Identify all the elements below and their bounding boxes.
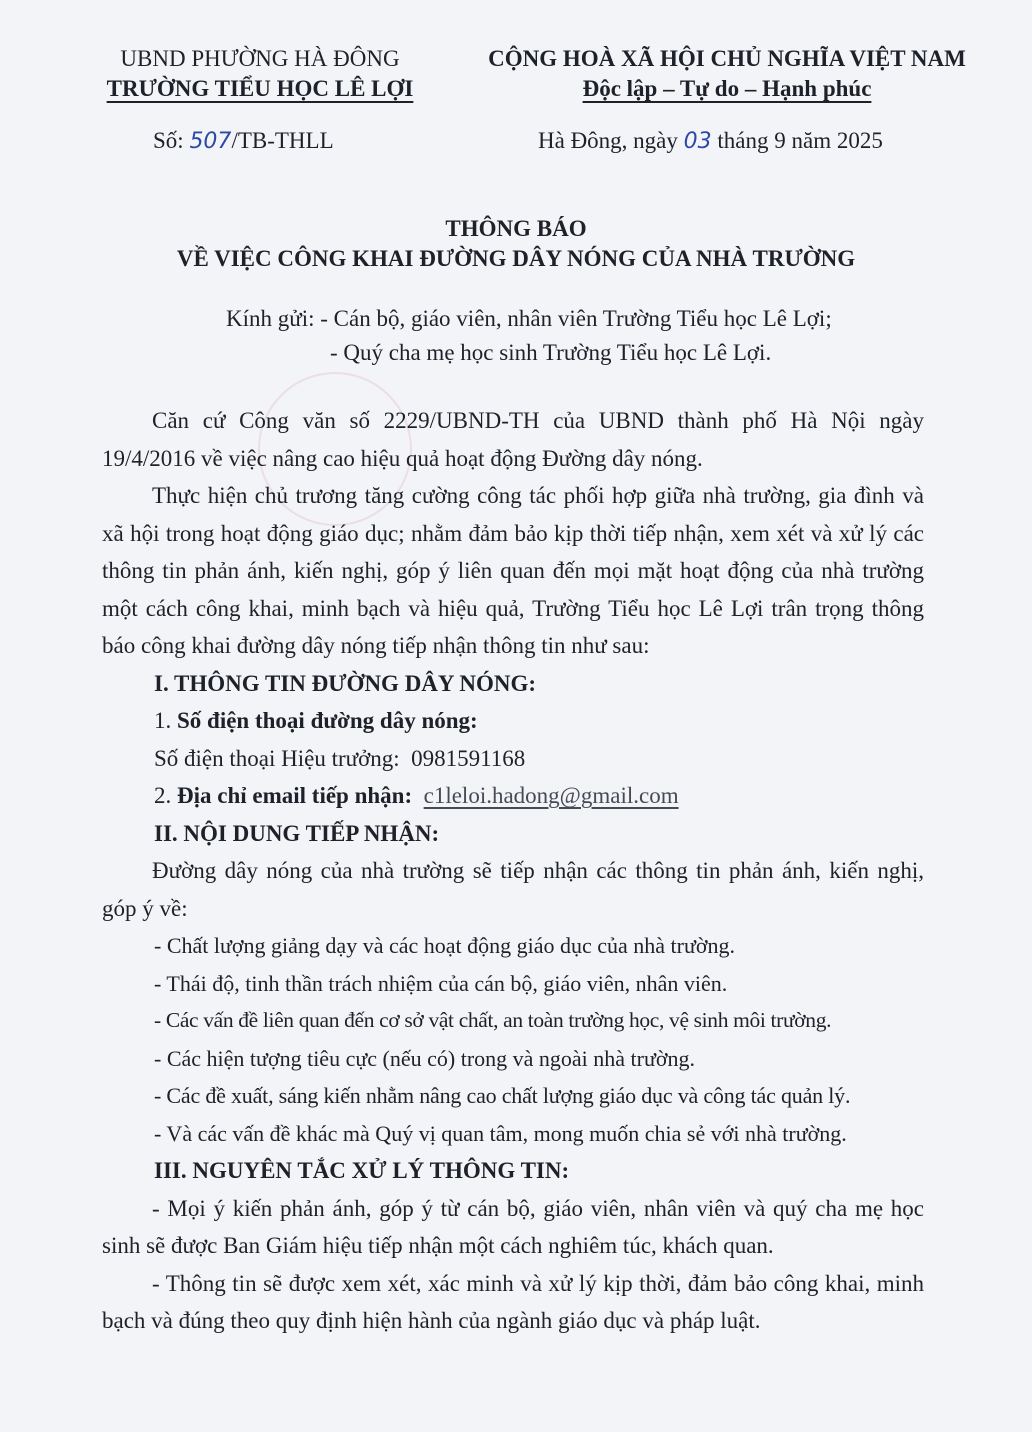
list-item: - Chất lượng giảng dạy và các hoạt động giáo dục của nhà trường. <box>154 933 736 958</box>
authority-parent: UBND PHƯỜNG HÀ ĐÔNG <box>120 46 400 71</box>
document-subject: VỀ VIỆC CÔNG KHAI ĐƯỜNG DÂY NÓNG CỦA NHÀ TRƯỜNG <box>176 246 856 271</box>
date-suffix: tháng 9 năm 2025 <box>717 128 883 153</box>
recipient-line-1: Kính gửi: - Cán bộ, giáo viên, nhân viên Trường Tiểu học Lê Lợi; <box>226 306 832 331</box>
hotline-phone-label: Số điện thoại đường dây nóng: <box>177 708 478 733</box>
list-item: - Thái độ, tinh thần trách nhiệm của cán bộ, giáo viên, nhân viên. <box>154 970 728 996</box>
intro-paragraph-2: Thực hiện chủ trương tăng cường công tác phối hợp giữa nhà trường, gia đình và xã hội trong hoạt động giáo dục; nhằm đảm bảo kịp thời tiếp nhận, xem xét và xử lý các thông tin phản ánh, kiến nghị, góp ý liên quan đến mọi mặt hoạt động của nhà trường một cách công khai, minh bạch và hiệu quả, Trường Tiểu học Lê Lợi trân trọng thông báo công khai đường dây nóng tiếp nhận thông tin như sau: <box>102 483 924 658</box>
section-2-intro: Đường dây nóng của nhà trường sẽ tiếp nhận các thông tin phản ánh, kiến nghị, góp ý về: <box>102 858 924 921</box>
recipients <box>226 302 832 370</box>
motto <box>462 74 992 104</box>
section-3-heading: III. NGUYÊN TẮC XỬ LÝ THÔNG TIN: <box>154 1158 570 1183</box>
date-prefix: Hà Đông, ngày <box>538 128 678 153</box>
national-motto <box>462 44 992 104</box>
authority-school <box>80 74 440 104</box>
motto-underlined: Độc lập – Tự do – Hạnh phúc <box>582 76 872 101</box>
doc-number-suffix: /TB-THLL <box>231 128 334 153</box>
email-number-label: 2. <box>154 783 172 808</box>
school-name-underlined: TRƯỜNG TIỂU HỌC LÊ LỢI <box>106 76 414 101</box>
document-body <box>102 402 924 1340</box>
principal-phone-value: 0981591168 <box>411 745 526 771</box>
list-item: - Các vấn đề liên quan đến cơ sở vật chất, an toàn trường học, vệ sinh môi trường. <box>154 1008 832 1032</box>
intro-paragraph-1: Căn cứ Công văn số 2229/UBND-TH của UBND thành phố Hà Nội ngày 19/4/2016 về việc nâng cao hiệu quả hoạt động Đường dây nóng. <box>102 408 924 471</box>
section-1-heading: I. THÔNG TIN ĐƯỜNG DÂY NÓNG: <box>154 670 537 696</box>
email-line <box>102 777 924 815</box>
principal-phone-label: Số điện thoại Hiệu trưởng: <box>154 745 400 771</box>
recipient-line-2: - Quý cha mẹ học sinh Trường Tiểu học Lê Lợi. <box>330 340 772 365</box>
hotline-phone-heading <box>102 702 924 740</box>
section-3-paragraph-2: - Thông tin sẽ được xem xét, xác minh và xử lý kịp thời, đảm bảo công khai, minh bạch và đúng theo quy định hiện hành của ngành giáo dục và pháp luật. <box>102 1270 924 1333</box>
doc-number-prefix: Số: <box>153 128 184 153</box>
doc-number-handwritten: 507 <box>189 129 232 154</box>
list-item: - Và các vấn đề khác mà Quý vị quan tâm, mong muốn chia sẻ với nhà trường. <box>154 1120 847 1146</box>
country-name: CỘNG HOÀ XÃ HỘI CHỦ NGHĨA VIỆT NAM <box>488 46 966 71</box>
email-link[interactable]: c1leloi.hadong@gmail.com <box>423 783 679 808</box>
principal-phone-line <box>102 740 924 778</box>
list-item: - Các hiện tượng tiêu cực (nếu có) trong và ngoài nhà trường. <box>154 1045 696 1071</box>
section-2-heading: II. NỘI DUNG TIẾP NHẬN: <box>154 820 440 846</box>
section-3-paragraph-1: - Mọi ý kiến phản ánh, góp ý từ cán bộ, giáo viên, nhân viên và quý cha mẹ học sinh sẽ được Ban Giám hiệu tiếp nhận một cách nghiêm túc, khách quan. <box>102 1195 924 1258</box>
document-date <box>538 128 883 154</box>
document-title: THÔNG BÁO <box>445 216 587 241</box>
document-number <box>153 128 334 154</box>
date-day-handwritten: 03 <box>683 129 712 154</box>
hotline-phone-number-label: 1. <box>154 708 172 733</box>
email-label: Địa chỉ email tiếp nhận: <box>177 783 413 808</box>
list-item: - Các đề xuất, sáng kiến nhằm nâng cao chất lượng giáo dục và công tác quản lý. <box>154 1083 851 1108</box>
issuing-authority <box>80 44 440 104</box>
